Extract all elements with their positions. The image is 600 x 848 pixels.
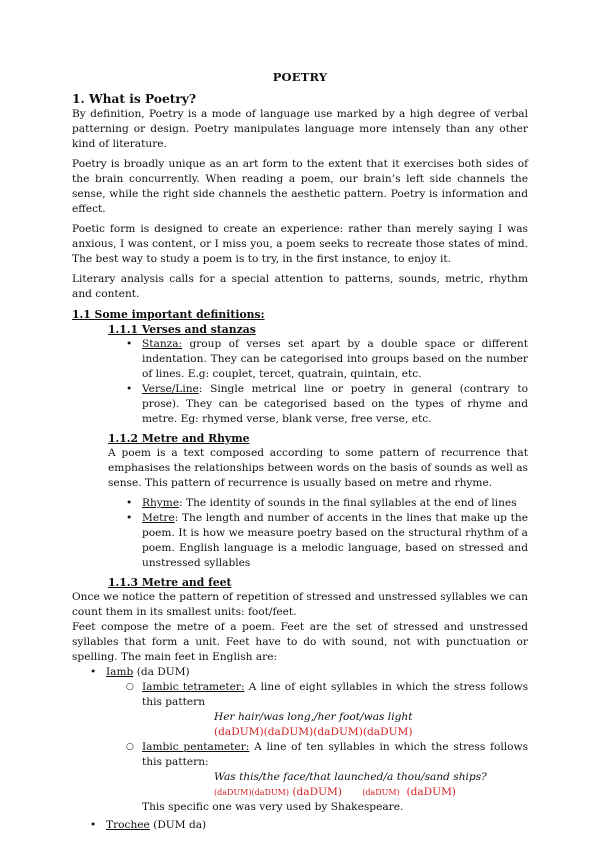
scan-foot: (daDUM)	[362, 788, 400, 797]
pentameter-text: A line of ten syllables in which the stress follows this pattern:	[142, 741, 529, 768]
paragraph-definition: By definition, Poetry is a mode of language use marked by a high degree of verbal patterning or design. Poetry manipulates language more intensely than any other kind of literature.	[72, 108, 528, 150]
list-item-pentameter	[126, 740, 528, 815]
definition-text: group of verses set apart by a double space or different indentation. They can be categorised into groups based on the number of lines. E.g: couplet, tercet, quatrain, quintain, etc.	[142, 338, 528, 380]
definition-text: : The identity of sounds in the final syllables at the end of lines	[179, 497, 517, 509]
paragraph-feet-count: Once we notice the pattern of repetition of stressed and unstressed syllables we can count them in its smallest units: foot/feet.	[72, 591, 528, 618]
scan-foot: (daDUM)	[251, 788, 289, 797]
term-verse: Verse/Line	[142, 383, 199, 395]
list-item-tetrameter	[126, 680, 528, 740]
list-iamb-types	[126, 680, 528, 815]
term-metre: Metre	[142, 512, 175, 524]
term-iamb: Iamb	[106, 666, 134, 678]
list-item-iamb	[90, 665, 528, 815]
trochee-pattern: (DUM da)	[149, 819, 207, 831]
heading-metre-feet: 1.1.3 Metre and feet	[108, 576, 232, 589]
definition-text: : Single metrical line or poetry in general (contrary to prose). They can be categorised based on the types of rhyme and metre. Eg: rhymed verse, blank verse, free verse, etc.	[142, 383, 528, 425]
list-item	[126, 511, 528, 571]
list-verses	[126, 337, 528, 427]
verse-example-pentameter: Was this/the face/that launched/a thou/sand ships?	[214, 771, 487, 783]
heading-definitions: 1.1 Some important definitions:	[72, 308, 265, 321]
scansion-tetrameter: (daDUM)(daDUM)(daDUM)(daDUM)	[214, 726, 413, 738]
list-item	[126, 337, 528, 382]
term-stanza: Stanza:	[142, 338, 183, 350]
paragraph-poetic-form: Poetic form is designed to create an experience: rather than merely saying I was anxious, I was content, or I miss you, a poem seeks to recreate those states of mind. The best way to study a poem is to try, in the first instance, to enjoy it.	[72, 223, 528, 265]
list-item-trochee	[90, 818, 528, 833]
verse-example-tetrameter: Her hair/was long,/her foot/was light	[214, 711, 413, 723]
paragraph-feet-compose: Feet compose the metre of a poem. Feet are the set of stressed and unstressed syllables that form a unit. Feet have to do with sound, not with punctuation or spelling. The main feet in English are:	[72, 621, 528, 663]
term-tetrameter: Iambic tetrameter:	[142, 681, 245, 693]
shakespeare-note: This specific one was very used by Shakespeare.	[142, 801, 404, 813]
paragraph-recurrence: A poem is a text composed according to some pattern of recurrence that emphasises the relationships between words on the basis of sounds as well as sense. This pattern of recurrence is usually based on metre and rhyme.	[108, 447, 528, 489]
term-pentameter: Iambic pentameter:	[142, 741, 250, 753]
term-rhyme: Rhyme	[142, 497, 180, 509]
list-item	[126, 496, 528, 511]
list-feet	[90, 665, 528, 833]
heading-metre-rhyme: 1.1.2 Metre and Rhyme	[108, 432, 250, 445]
list-item	[126, 382, 528, 427]
term-trochee: Trochee	[106, 819, 150, 831]
tetrameter-text: A line of eight syllables in which the stress follows this pattern	[142, 681, 529, 708]
scan-foot: (daDUM)	[406, 786, 457, 798]
section-heading-what-is-poetry: 1. What is Poetry?	[72, 92, 197, 106]
iamb-pattern: (da DUM)	[133, 666, 190, 678]
paragraph-literary-analysis: Literary analysis calls for a special attention to patterns, sounds, metric, rhythm and content.	[72, 273, 528, 300]
list-metre-rhyme	[126, 496, 528, 571]
scan-foot: (daDUM)	[214, 788, 252, 797]
scan-foot: (daDUM)	[292, 786, 342, 798]
heading-verses-stanzas: 1.1.1 Verses and stanzas	[108, 323, 256, 336]
scansion-pentameter	[214, 785, 528, 800]
definition-text: : The length and number of accents in the lines that make up the poem. It is how we measure poetry based on the structural rhythm of a poem. English language is a melodic language, based on stressed and unstressed syllables	[142, 512, 528, 569]
page-title: POETRY	[272, 70, 328, 84]
document-page	[72, 70, 528, 836]
paragraph-brain: Poetry is broadly unique as an art form to the extent that it exercises both sides of the brain concurrently. When reading a poem, our brain’s left side channels the sense, while the right side channels the aesthetic pattern. Poetry is information and effect.	[72, 158, 528, 215]
